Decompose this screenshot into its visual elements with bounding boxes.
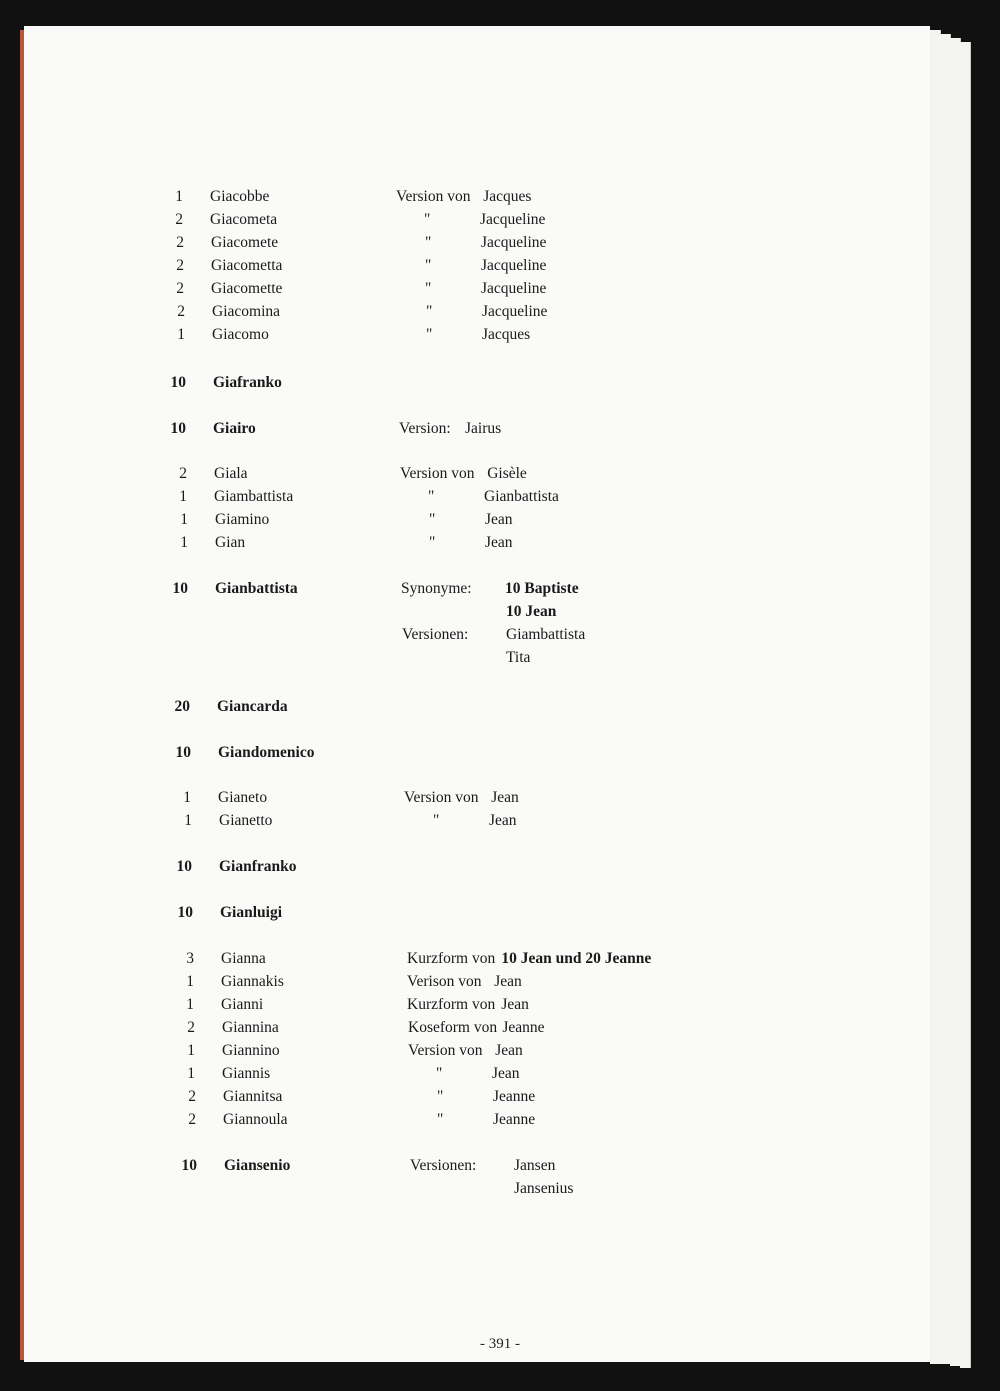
entry-relation: Synonyme: bbox=[401, 580, 472, 597]
entry-reference: Jean bbox=[489, 812, 517, 829]
entry-frequency: 20 bbox=[174, 698, 190, 715]
entry-reference: 10 Jean bbox=[506, 603, 557, 620]
entry-relation: Verison von bbox=[407, 973, 482, 990]
entry-frequency: 1 bbox=[186, 996, 194, 1013]
entry-frequency: 2 bbox=[188, 1111, 196, 1128]
entry-row bbox=[0, 326, 1000, 348]
entry-name: Giafranko bbox=[213, 374, 282, 391]
entry-row bbox=[0, 973, 1000, 995]
entry-row bbox=[0, 858, 1000, 880]
entry-ditto-mark: " bbox=[426, 303, 433, 320]
entry-reference: Jean bbox=[501, 996, 529, 1013]
entry-relation: Kurzform von bbox=[407, 996, 496, 1013]
entry-relation: Versionen: bbox=[410, 1157, 477, 1174]
entry-frequency: 1 bbox=[186, 973, 194, 990]
entry-row bbox=[0, 649, 1000, 671]
entry-row bbox=[0, 1157, 1000, 1179]
entry-name: Giannoula bbox=[223, 1111, 288, 1128]
entry-relation: Kurzform von bbox=[407, 950, 496, 967]
entry-row bbox=[0, 303, 1000, 325]
entry-ditto-mark: " bbox=[425, 234, 432, 251]
entry-reference: Jacques bbox=[483, 188, 532, 205]
entry-frequency: 10 bbox=[176, 858, 192, 875]
entry-row bbox=[0, 1088, 1000, 1110]
entry-name: Gian bbox=[215, 534, 246, 551]
entry-reference: Jacqueline bbox=[480, 211, 546, 228]
entry-name: Gianni bbox=[221, 996, 264, 1013]
entry-relation: Version von bbox=[396, 188, 471, 205]
entry-frequency: 2 bbox=[187, 1019, 195, 1036]
entry-ditto-mark: " bbox=[433, 812, 440, 829]
entry-name: Giannino bbox=[222, 1042, 280, 1059]
entry-frequency: 10 bbox=[181, 1157, 197, 1174]
entry-frequency: 1 bbox=[187, 1042, 195, 1059]
entry-reference: Jacqueline bbox=[481, 280, 547, 297]
entry-relation: Version von bbox=[400, 465, 475, 482]
entry-name: Giannakis bbox=[221, 973, 284, 990]
entry-frequency: 10 bbox=[170, 420, 186, 437]
entry-ditto-mark: " bbox=[437, 1088, 444, 1105]
entry-name: Giacomo bbox=[212, 326, 269, 343]
entry-row bbox=[0, 188, 1000, 210]
entry-name: Gianluigi bbox=[220, 904, 283, 921]
entry-ditto-mark: " bbox=[437, 1111, 444, 1128]
entry-row bbox=[0, 1180, 1000, 1202]
entry-ditto-mark: " bbox=[436, 1065, 443, 1082]
entry-name: Giannina bbox=[222, 1019, 279, 1036]
entry-row bbox=[0, 950, 1000, 972]
entry-name: Giannitsa bbox=[223, 1088, 283, 1105]
entry-row bbox=[0, 374, 1000, 396]
entry-relation: Version: bbox=[399, 420, 451, 437]
entry-row bbox=[0, 1065, 1000, 1087]
entry-frequency: 2 bbox=[175, 211, 183, 228]
entry-name: Giacomina bbox=[212, 303, 281, 320]
entry-name: Giacobbe bbox=[210, 188, 270, 205]
entry-row bbox=[0, 580, 1000, 602]
entry-frequency: 2 bbox=[188, 1088, 196, 1105]
entry-row bbox=[0, 234, 1000, 256]
entry-name: Giacomette bbox=[211, 280, 283, 297]
page-number: - 391 - bbox=[480, 1336, 520, 1352]
entry-ditto-mark: " bbox=[425, 257, 432, 274]
entry-frequency: 1 bbox=[177, 326, 185, 343]
entry-frequency: 10 bbox=[172, 580, 188, 597]
entry-reference: Jacqueline bbox=[481, 234, 547, 251]
entry-reference: Jacques bbox=[482, 326, 531, 343]
entry-reference: Jansenius bbox=[514, 1180, 574, 1197]
entry-frequency: 2 bbox=[179, 465, 187, 482]
entry-frequency: 2 bbox=[177, 303, 185, 320]
entry-row bbox=[0, 626, 1000, 648]
entry-reference: Tita bbox=[506, 649, 531, 666]
entry-frequency: 2 bbox=[176, 280, 184, 297]
entry-reference: Giambattista bbox=[506, 626, 586, 643]
entry-reference: 10 Baptiste bbox=[505, 580, 579, 597]
entry-name: Giairo bbox=[213, 420, 256, 437]
entry-reference: Jean bbox=[494, 973, 522, 990]
entry-row bbox=[0, 789, 1000, 811]
entry-ditto-mark: " bbox=[425, 280, 432, 297]
entry-reference: Jacqueline bbox=[482, 303, 548, 320]
entry-ditto-mark: " bbox=[428, 488, 435, 505]
entry-frequency: 2 bbox=[176, 234, 184, 251]
entry-row bbox=[0, 603, 1000, 625]
entry-name: Giala bbox=[214, 465, 248, 482]
entry-reference: Gisèle bbox=[487, 465, 527, 482]
entry-frequency: 1 bbox=[179, 488, 187, 505]
entry-reference: Gianbattista bbox=[484, 488, 559, 505]
entry-name: Giannis bbox=[222, 1065, 271, 1082]
entry-name: Giacomete bbox=[211, 234, 279, 251]
entry-row bbox=[0, 465, 1000, 487]
entry-frequency: 10 bbox=[175, 744, 191, 761]
entry-name: Gianbattista bbox=[215, 580, 298, 597]
entry-reference: Jean bbox=[495, 1042, 523, 1059]
entry-reference: Jean bbox=[485, 511, 513, 528]
entry-name: Gianeto bbox=[218, 789, 268, 806]
entry-frequency: 2 bbox=[176, 257, 184, 274]
entry-reference: Jeanne bbox=[493, 1088, 536, 1105]
entry-frequency: 3 bbox=[186, 950, 194, 967]
entry-name: Gianetto bbox=[219, 812, 273, 829]
entry-row bbox=[0, 511, 1000, 533]
entry-name: Giamino bbox=[215, 511, 270, 528]
entry-reference: Jean bbox=[492, 1065, 520, 1082]
entry-name: Giacometta bbox=[211, 257, 283, 274]
entry-row bbox=[0, 211, 1000, 233]
entry-relation: Version von bbox=[404, 789, 479, 806]
entry-frequency: 1 bbox=[180, 534, 188, 551]
entry-row bbox=[0, 1042, 1000, 1064]
entry-row bbox=[0, 488, 1000, 510]
entry-reference: 10 Jean und 20 Jeanne bbox=[501, 950, 652, 967]
entry-reference: Jean bbox=[491, 789, 519, 806]
entry-reference: Jeanne bbox=[502, 1019, 545, 1036]
entry-row bbox=[0, 1019, 1000, 1041]
entry-frequency: 10 bbox=[177, 904, 193, 921]
entry-row bbox=[0, 257, 1000, 279]
entry-name: Giambattista bbox=[214, 488, 294, 505]
entry-name: Giansenio bbox=[224, 1157, 291, 1174]
entry-reference: Jansen bbox=[514, 1157, 556, 1174]
entry-name: Giandomenico bbox=[218, 744, 315, 761]
entry-row bbox=[0, 280, 1000, 302]
entry-ditto-mark: " bbox=[426, 326, 433, 343]
entry-name: Giancarda bbox=[217, 698, 288, 715]
entry-row bbox=[0, 812, 1000, 834]
entry-name: Gianna bbox=[221, 950, 266, 967]
entry-reference: Jean bbox=[485, 534, 513, 551]
entry-row bbox=[0, 534, 1000, 556]
entry-reference: Jacqueline bbox=[481, 257, 547, 274]
entry-frequency: 1 bbox=[184, 812, 192, 829]
entry-reference: Jeanne bbox=[493, 1111, 536, 1128]
entry-relation: Version von bbox=[408, 1042, 483, 1059]
entry-relation: Versionen: bbox=[402, 626, 469, 643]
entry-row bbox=[0, 698, 1000, 720]
entry-relation: Koseform von bbox=[408, 1019, 498, 1036]
entry-frequency: 10 bbox=[170, 374, 186, 391]
entry-frequency: 1 bbox=[180, 511, 188, 528]
entry-ditto-mark: " bbox=[429, 534, 436, 551]
entry-row bbox=[0, 744, 1000, 766]
entry-frequency: 1 bbox=[183, 789, 191, 806]
entry-ditto-mark: " bbox=[429, 511, 436, 528]
entry-row bbox=[0, 996, 1000, 1018]
entry-ditto-mark: " bbox=[424, 211, 431, 228]
entry-reference: Jairus bbox=[465, 420, 502, 437]
entry-name: Gianfranko bbox=[219, 858, 297, 875]
entry-frequency: 1 bbox=[187, 1065, 195, 1082]
entry-row bbox=[0, 420, 1000, 442]
entry-name: Giacometa bbox=[210, 211, 278, 228]
entry-row bbox=[0, 904, 1000, 926]
entry-row bbox=[0, 1111, 1000, 1133]
entry-frequency: 1 bbox=[175, 188, 183, 205]
